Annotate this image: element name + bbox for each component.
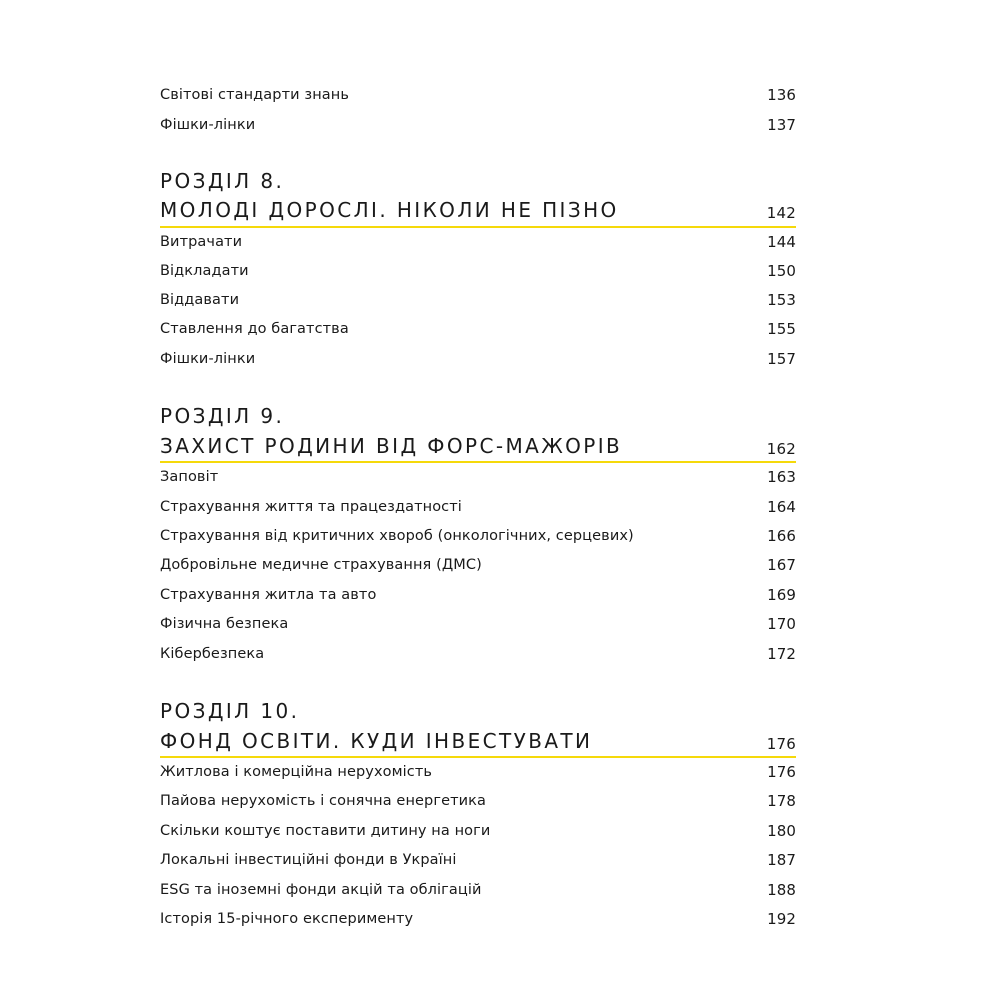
toc-entry-page: 167 bbox=[767, 556, 796, 574]
toc-entry-label: Відкладати bbox=[160, 263, 249, 279]
toc-entry-label: Кібербезпека bbox=[160, 646, 265, 662]
toc-entry[interactable] bbox=[160, 907, 796, 931]
toc-entry-label: Добровільне медичне страхування (ДМС) bbox=[160, 557, 482, 573]
chapter-8-page: 142 bbox=[766, 204, 796, 222]
toc-entry-page: 136 bbox=[767, 86, 796, 104]
toc-entry[interactable] bbox=[160, 347, 796, 371]
chapter-10-heading[interactable] bbox=[160, 727, 796, 755]
toc-entry[interactable] bbox=[160, 848, 796, 872]
chapter-8-heading[interactable] bbox=[160, 196, 796, 224]
toc-entry[interactable] bbox=[160, 524, 796, 548]
toc-entry-label: Пайова нерухомість і сонячна енергетика bbox=[160, 793, 487, 809]
toc-entry[interactable] bbox=[160, 583, 796, 607]
chapter-10-title: ФОНД ОСВІТИ. КУДИ ІНВЕСТУВАТИ bbox=[160, 729, 593, 753]
chapter-8-divider bbox=[160, 226, 796, 228]
toc-entry-label: Ставлення до багатства bbox=[160, 321, 349, 337]
chapter-10-page: 176 bbox=[766, 735, 796, 753]
chapter-9-title: ЗАХИСТ РОДИНИ ВІД ФОРС-МАЖОРІВ bbox=[160, 434, 623, 458]
chapter-9-divider bbox=[160, 461, 796, 463]
toc-entry-page: 166 bbox=[767, 527, 796, 545]
chapter-8-title: МОЛОДІ ДОРОСЛІ. НІКОЛИ НЕ ПІЗНО bbox=[160, 198, 619, 222]
toc-entry-page: 169 bbox=[767, 586, 796, 604]
toc-entry[interactable] bbox=[160, 760, 796, 784]
toc-entry-label: Локальні інвестиційні фонди в Україні bbox=[160, 852, 457, 868]
toc-entry-label: Житлова і комерційна нерухомість bbox=[160, 764, 433, 780]
toc-entry[interactable] bbox=[160, 259, 796, 283]
chapter-10-number: РОЗДІЛ 10. bbox=[160, 699, 300, 723]
toc-entry-label: Фізична безпека bbox=[160, 616, 289, 632]
toc-entry[interactable] bbox=[160, 553, 796, 577]
toc-entry-label: ESG та іноземні фонди акцій та облігацій bbox=[160, 882, 482, 898]
toc-entry[interactable] bbox=[160, 113, 796, 137]
toc-entry-page: 192 bbox=[767, 910, 796, 928]
toc-entry-page: 178 bbox=[767, 792, 796, 810]
toc-entry-label: Фішки-лінки bbox=[160, 351, 256, 367]
toc-entry-page: 137 bbox=[767, 116, 796, 134]
toc-entry-label: Страхування життя та працездатності bbox=[160, 499, 462, 515]
chapter-9-heading[interactable] bbox=[160, 432, 796, 460]
toc-entry[interactable] bbox=[160, 465, 796, 489]
toc-entry-page: 153 bbox=[767, 291, 796, 309]
chapter-10-divider bbox=[160, 756, 796, 758]
toc-entry[interactable] bbox=[160, 878, 796, 902]
toc-entry-label: Страхування житла та авто bbox=[160, 587, 377, 603]
toc-entry[interactable] bbox=[160, 83, 796, 107]
toc-entry-page: 180 bbox=[767, 822, 796, 840]
toc-entry[interactable] bbox=[160, 789, 796, 813]
toc-entry-page: 176 bbox=[767, 763, 796, 781]
toc-entry[interactable] bbox=[160, 317, 796, 341]
toc-entry-page: 188 bbox=[767, 881, 796, 899]
toc-entry-page: 144 bbox=[767, 233, 796, 251]
toc-entry[interactable] bbox=[160, 612, 796, 636]
toc-entry-page: 150 bbox=[767, 262, 796, 280]
table-of-contents bbox=[160, 0, 796, 1000]
toc-entry[interactable] bbox=[160, 819, 796, 843]
toc-entry-label: Історія 15-річного експерименту bbox=[160, 911, 414, 927]
toc-entry-page: 157 bbox=[767, 350, 796, 368]
chapter-9-number: РОЗДІЛ 9. bbox=[160, 404, 285, 428]
toc-entry-label: Фішки-лінки bbox=[160, 117, 256, 133]
toc-entry-page: 164 bbox=[767, 498, 796, 516]
toc-entry-page: 155 bbox=[767, 320, 796, 338]
toc-entry-label: Витрачати bbox=[160, 234, 243, 250]
toc-entry-page: 187 bbox=[767, 851, 796, 869]
toc-entry-label: Заповіт bbox=[160, 469, 219, 485]
toc-entry[interactable] bbox=[160, 642, 796, 666]
toc-entry-label: Страхування від критичних хвороб (онкологічних, серцевих) bbox=[160, 528, 634, 544]
toc-entry-label: Світові стандарти знань bbox=[160, 87, 349, 103]
toc-entry-page: 163 bbox=[767, 468, 796, 486]
toc-entry[interactable] bbox=[160, 495, 796, 519]
toc-entry-page: 170 bbox=[767, 615, 796, 633]
toc-entry-label: Віддавати bbox=[160, 292, 240, 308]
toc-entry[interactable] bbox=[160, 230, 796, 254]
toc-entry-page: 172 bbox=[767, 645, 796, 663]
chapter-8-number: РОЗДІЛ 8. bbox=[160, 169, 285, 193]
toc-entry[interactable] bbox=[160, 288, 796, 312]
toc-entry-label: Скільки коштує поставити дитину на ноги bbox=[160, 823, 491, 839]
chapter-9-page: 162 bbox=[766, 440, 796, 458]
